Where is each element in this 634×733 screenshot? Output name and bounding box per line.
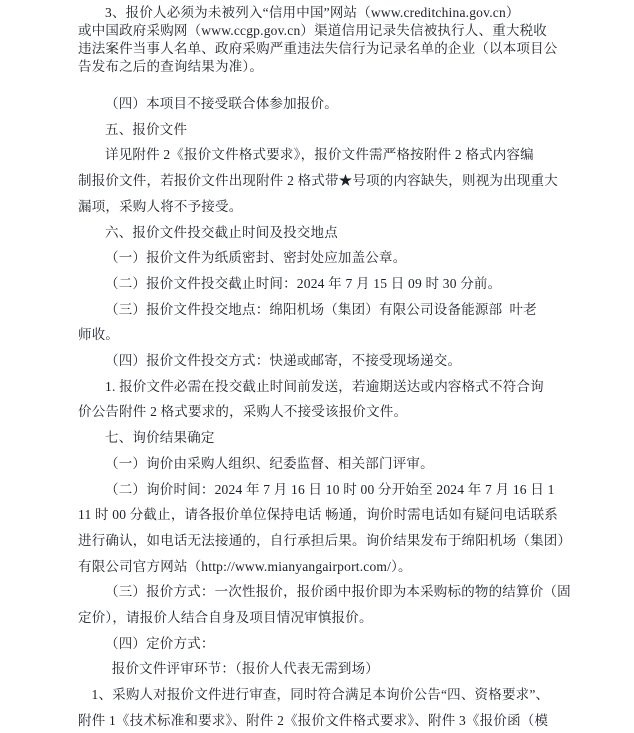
text-line: 11 时 00 分截止，请各报价单位保持电话 畅通，询价时需电话如有疑问电话联系 [78,507,558,523]
text-line: 3、报价人必须为未被列入“信用中国”网站（www.creditchina.gov.cn） [105,5,520,20]
text-line: 有限公司官方网站（http://www.mianyangairport.com/）。 [78,558,412,574]
text-line: 告发布之后的查询结果为准）。 [78,59,264,74]
text-line: 附件 1《技术标准和要求》、附件 2《报价文件格式要求》、附件 3《报价函（模 [78,712,549,728]
text-line: （二）询价时间：2024 年 7 月 16 日 10 时 00 分开始至 2024 年 7 月 16 日 1 [105,481,555,497]
text-line: 或中国政府采购网（www.ccgp.gov.cn）渠道信用记录失信被执行人、重大税收 [78,23,547,38]
text-line: （二）报价文件投交截止时间：2024 年 7 月 15 日 09 时 30 分前。 [105,275,502,291]
section-heading: 六、报价文件投交截止时间及投交地点 [105,224,338,240]
text-line: （一）报价文件为纸质密封、密封处应加盖公章。 [105,250,407,266]
text-line: （四）定价方式： [105,635,215,651]
text-line: 报价文件评审环节：（报价人代表无需到场） [111,661,379,677]
text-line: （一）询价由采购人组织、纪委监督、相关部门评审。 [105,455,434,471]
text-line: 1. 报价文件必需在投交截止时间前发送，若逾期送达或内容格式不符合询 [105,378,544,394]
section-heading: 五、报价文件 [105,121,188,137]
text-line: （三）报价方式：一次性报价，报价函中报价即为本采购标的物的结算价（固 [105,584,571,600]
text-line: 违法案件当事人名单、政府采购严重违法失信行为记录名单的企业（以本项目公 [78,41,558,56]
text-line: 进行确认，如电话无法接通的，自行承担后果。询价结果发布于绵阳机场（集团） [78,532,572,548]
text-line: 制报价文件，若报价文件出现附件 2 格式带★号项的内容缺失，则视为出现重大 [78,173,558,189]
text-line: 详见附件 2《报价文件格式要求》，报价文件需严格按附件 2 格式内容编 [105,147,534,163]
text-line: （三）报价文件投交地点：绵阳机场（集团）有限公司设备能源部 叶老 [105,301,537,317]
text-line: （四）本项目不接受联合体参加报价。 [105,96,338,111]
section-heading: 七、询价结果确定 [105,430,215,446]
text-line: 1、采购人对报价文件进行审查，同时符合满足本询价公告“四、资格要求”、 [91,687,550,703]
text-line: 定价），请报价人结合自身及项目情况审慎报价。 [78,610,373,626]
text-line: 价公告附件 2 格式要求的，采购人不接受该报价文件。 [78,404,408,420]
text-line: 师收。 [78,327,120,343]
text-line: （四）报价文件投交方式：快递或邮寄，不接受现场递交。 [105,353,462,369]
text-line: 漏项，采购人将不予接受。 [78,198,243,214]
